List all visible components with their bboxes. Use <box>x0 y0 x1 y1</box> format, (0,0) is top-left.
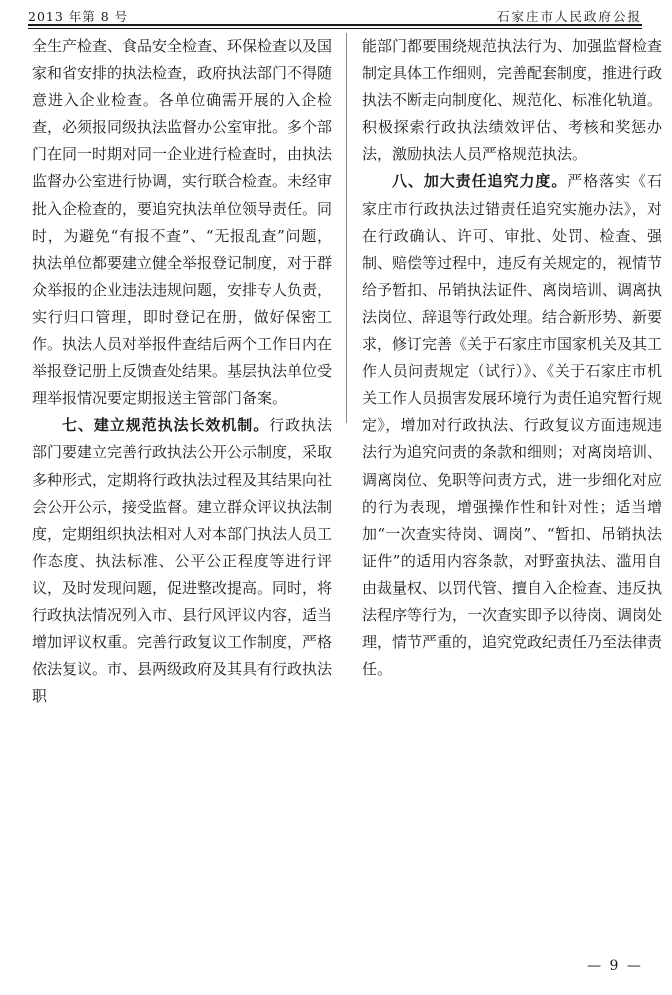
header-rule-thin <box>28 28 642 29</box>
page-number: — 9 — <box>587 958 643 974</box>
section-8-heading: 八、加大责任追究力度。 <box>392 172 568 191</box>
left-column <box>32 33 332 710</box>
paragraph-section-8 <box>362 168 662 683</box>
column-divider <box>346 33 347 423</box>
page-header <box>28 4 642 26</box>
publication-title: 石家庄市人民政府公报 <box>496 9 642 24</box>
section-7-body: 行政执法部门要建立完善行政执法公开公示制度，采取多种形式，定期将行政执法过程及其结果向社会公开公示，接受监督。建立群众评议执法制度，定期组织执法相对人对本部门执法人员工作态度、执法标准、公平公正程度等进行评议，及时发现问题，促进整改提高。同时，将行政执法情况列入市、县行风评议内容，适当增加评议权重。完善行政复议工作制度，严格依法复议。市、县两级政府及其具有行政执法职 <box>32 416 333 706</box>
section-7-heading: 七、建立规范执法长效机制。 <box>62 416 270 435</box>
paragraph-section-7 <box>32 412 332 710</box>
right-column <box>362 33 662 683</box>
header-rule-thick <box>28 24 642 26</box>
paragraph-continuation-right: 能部门都要围绕规范执法行为、加强监督检查制定具体工作细则，完善配套制度，推进行政执法不断走向制度化、规范化、标准化轨道。积极探索行政执法绩效评估、考核和奖惩办法，激励执法人员严格规范执法。 <box>362 37 663 164</box>
issue-label: 2013 年第 8 号 <box>28 9 129 24</box>
paragraph-continuation: 全生产检查、食品安全检查、环保检查以及国家和省安排的执法检查，政府执法部门不得随意进入企业检查。各单位确需开展的入企检查，必须报同级执法监督办公室审批。多个部门在同一时期对同一企业进行检查时，由执法监督办公室进行协调，实行联合检查。未经审批入企检查的，要追究执法单位领导责任。同时，为避免“有报不查”、“无报乱查”问题，执法单位都要建立健全举报登记制度，对于群众举报的企业违法违规问题，安排专人负责，实行归口管理，即时登记在册，做好保密工作。执法人员对举报件查结后两个工作日内在举报登记册上反馈查处结果。基层执法单位受理举报情况要定期报送主管部门备案。 <box>32 37 333 408</box>
section-8-body: 严格落实《石家庄市行政执法过错责任追究实施办法》，对在行政确认、许可、审批、处罚、检查、强制、赔偿等过程中，违反有关规定的，视情节给予暂扣、吊销执法证件、离岗培训、调离执法岗位、辞退等行政处理。结合新形势、新要求，修订完善《关于石家庄市国家机关及其工作人员问责规定（试行）》、《关于石家庄市机关工作人员损害发展环境行为责任追究暂行规定》，增加对行政执法、行政复议方面违规违法行为追究问责的条款和细则；对离岗培训、调离岗位、免职等问责方式，进一步细化对应的行为表现，增强操作性和针对性；适当增加“一次查实待岗、调岗”、“暂扣、吊销执法证件”的适用内容条款，对野蛮执法、滥用自由裁量权、以罚代管、擅自入企检查、违反执法程序等行为，一次查实即予以待岗、调岗处理，情节严重的，追究党政纪责任乃至法律责任。 <box>362 172 663 679</box>
